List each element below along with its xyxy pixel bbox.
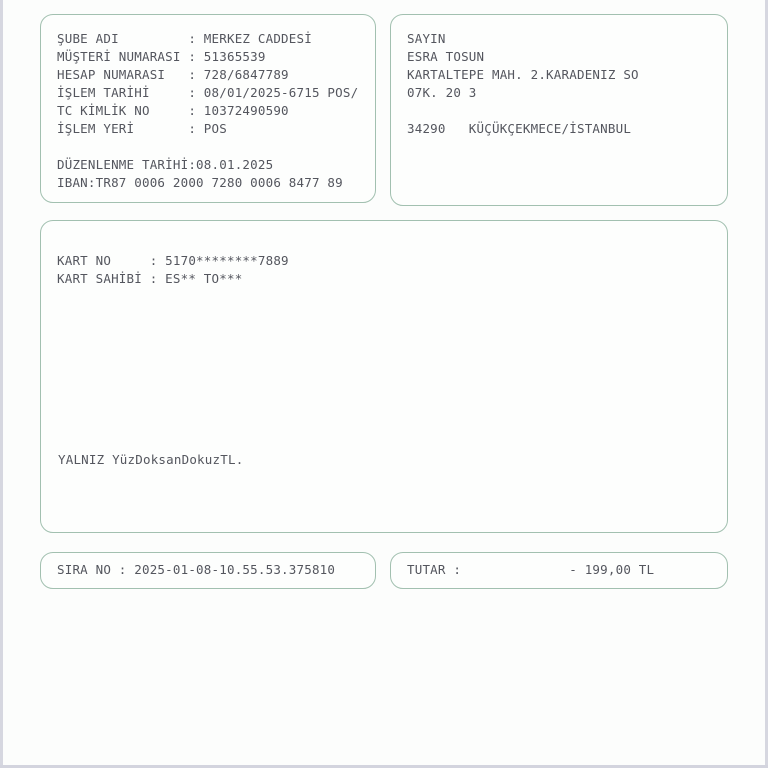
- account-line-islem-yeri: İŞLEM YERİ : POS: [57, 121, 227, 136]
- account-line-hesap-no: HESAP NUMARASI : 728/6847789: [57, 67, 289, 82]
- account-info-box: [40, 14, 376, 203]
- recipient-line-sayin: SAYIN: [407, 31, 446, 46]
- account-line-iban: IBAN:TR87 0006 2000 7280 0006 8477 89: [57, 175, 343, 190]
- recipient-line-name: ESRA TOSUN: [407, 49, 485, 64]
- sira-no-box: [40, 552, 376, 589]
- account-line-musteri-no: MÜŞTERİ NUMARASI : 51365539: [57, 49, 266, 64]
- account-line-sube-adi: ŞUBE ADI : MERKEZ CADDESİ: [57, 31, 312, 46]
- recipient-line-blank: [407, 102, 719, 120]
- tutar-text: TUTAR : - 199,00 TL: [407, 562, 655, 577]
- account-line-islem-tarihi: İŞLEM TARİHİ : 08/01/2025-6715 POS/: [57, 85, 359, 100]
- card-line-kart-sahibi: KART SAHİBİ : ES** TO***: [57, 271, 243, 286]
- card-line-kart-no: KART NO : 5170********7889: [57, 253, 289, 268]
- recipient-line-door: 07K. 20 3: [407, 85, 477, 100]
- account-line-duzenlenme: DÜZENLENME TARİHİ:08.01.2025: [57, 157, 274, 172]
- card-details-box: [40, 220, 728, 533]
- account-line-tc-kimlik: TC KİMLİK NO : 10372490590: [57, 103, 289, 118]
- recipient-address-box: [390, 14, 728, 206]
- sira-no-text: SIRA NO : 2025-01-08-10.55.53.375810: [57, 562, 336, 577]
- recipient-line-street: KARTALTEPE MAH. 2.KARADENIZ SO: [407, 67, 639, 82]
- recipient-line-city: 34290 KÜÇÜKÇEKMECE/İSTANBUL: [407, 121, 632, 136]
- amount-in-words: YALNIZ YüzDoksanDokuzTL.: [58, 452, 244, 467]
- page-left-edge: [0, 0, 3, 768]
- account-line-blank: [57, 138, 367, 156]
- tutar-box: [390, 552, 728, 589]
